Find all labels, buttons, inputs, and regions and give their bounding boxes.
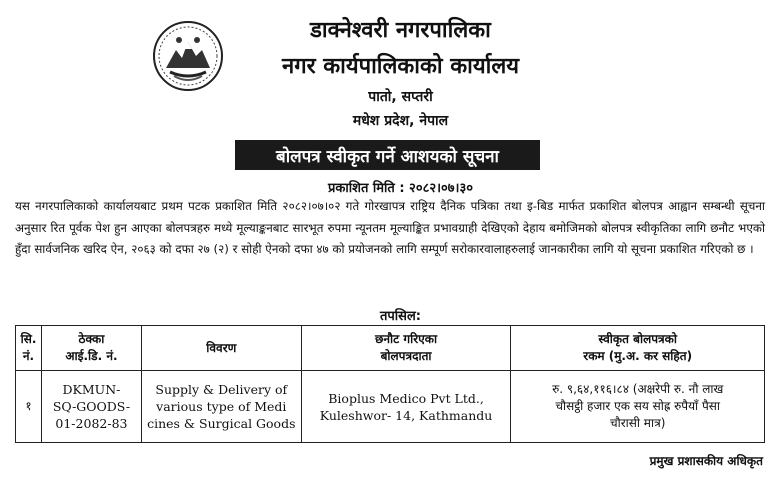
header-contract-line2: आई.डि. नं. xyxy=(65,349,118,363)
row-amount xyxy=(511,371,765,443)
table-header-row xyxy=(16,326,765,371)
row-description xyxy=(141,371,301,443)
notice-title-banner: बोलपत्र स्वीकृत गर्ने आशयको सूचना xyxy=(235,140,540,170)
header-amount-line2: रकम (मु.अ. कर सहित) xyxy=(583,349,693,363)
row-bidder xyxy=(301,371,511,443)
published-date: प्रकाशित मिति : २०८२।०७।३० xyxy=(328,181,473,196)
row-contract-id xyxy=(41,371,141,443)
header-amount xyxy=(511,326,765,371)
description-line2: various type of Medi xyxy=(156,399,287,414)
header-bidder-line2: बोलपत्रदाता xyxy=(380,349,432,363)
details-label: तपसिल: xyxy=(380,309,421,324)
office-location: पातो, सप्तरी xyxy=(368,89,433,105)
bid-details-table xyxy=(15,325,765,443)
municipality-name: डाक्नेश्वरी नगरपालिका xyxy=(310,18,491,43)
office-name: नगर कार्यपालिकाको कार्यालय xyxy=(282,54,519,79)
header-description: विवरण xyxy=(141,326,301,371)
amount-line2: चौसट्ठी हजार एक सय सोह्र रुपैयाँ पैसा xyxy=(555,399,720,413)
description-line3: cines & Surgical Goods xyxy=(147,416,296,431)
signatory-title: प्रमुख प्रशासकीय अधिकृत xyxy=(649,454,763,468)
table-row xyxy=(16,371,765,443)
row-serial-number: १ xyxy=(16,371,42,443)
description-line1: Supply & Delivery of xyxy=(155,382,288,397)
header-contract-line1: ठेक्का xyxy=(78,332,105,346)
amount-line3: चौरासी मात्र) xyxy=(610,416,666,430)
bidder-line2: Kuleshwor- 14, Kathmandu xyxy=(319,407,493,423)
header-bidder-line1: छनौट गरिएका xyxy=(374,332,438,346)
header-bidder xyxy=(301,326,511,371)
header-amount-line1: स्वीकृत बोलपत्रको xyxy=(598,332,677,346)
bidder-line1: Bioplus Medico Pvt Ltd., xyxy=(328,390,484,406)
contract-id-line2: SQ-GOODS- xyxy=(52,399,131,414)
contract-id-line3: 01-2082-83 xyxy=(55,416,128,431)
header-contract-id xyxy=(41,326,141,371)
header-serial-number xyxy=(16,326,42,371)
notice-body: यस नगरपालिकाको कार्यालयबाट प्रथम पटक प्रकाशित मिति २०८२।०७।०२ गते गोरखापत्र राष्ट्रिय दैनिक पत्रिका तथा इ-बिड मार्फत प्रकाशित बोलपत्र आह्वान सम्बन्धी सूचना अनुसार रित पूर्वक पेश हुन आएका बोलपत्रहरु मध्ये मूल्याङ्कनबाट सारभूत रुपमा न्यूनतम मूल्याङ्कित प्रभावग्राही देखिएको देहाय बमोजिमको बोलपत्र स्वीकृतिका लागि छनौट भएको हुँदा सार्वजनिक खरिद ऐन, २०६३ को दफा २७ (२) र सोही ऐनको दफा ४७ को प्रयोजनको लागि सम्पूर्ण सरोकारवालाहरुलाई जानकारीका लागि यो सूचना प्रकाशित गरिएको छ । xyxy=(15,199,765,256)
header-serial-line1: सि. xyxy=(20,332,37,346)
amount-line1: रु. ९,६४,११६।८४ (अक्षरेपी रु. नौ लाख xyxy=(552,382,724,396)
header-serial-line2: नं. xyxy=(22,349,35,363)
contract-id-line1: DKMUN- xyxy=(62,382,121,397)
province-name: मधेश प्रदेश, नेपाल xyxy=(352,113,449,129)
